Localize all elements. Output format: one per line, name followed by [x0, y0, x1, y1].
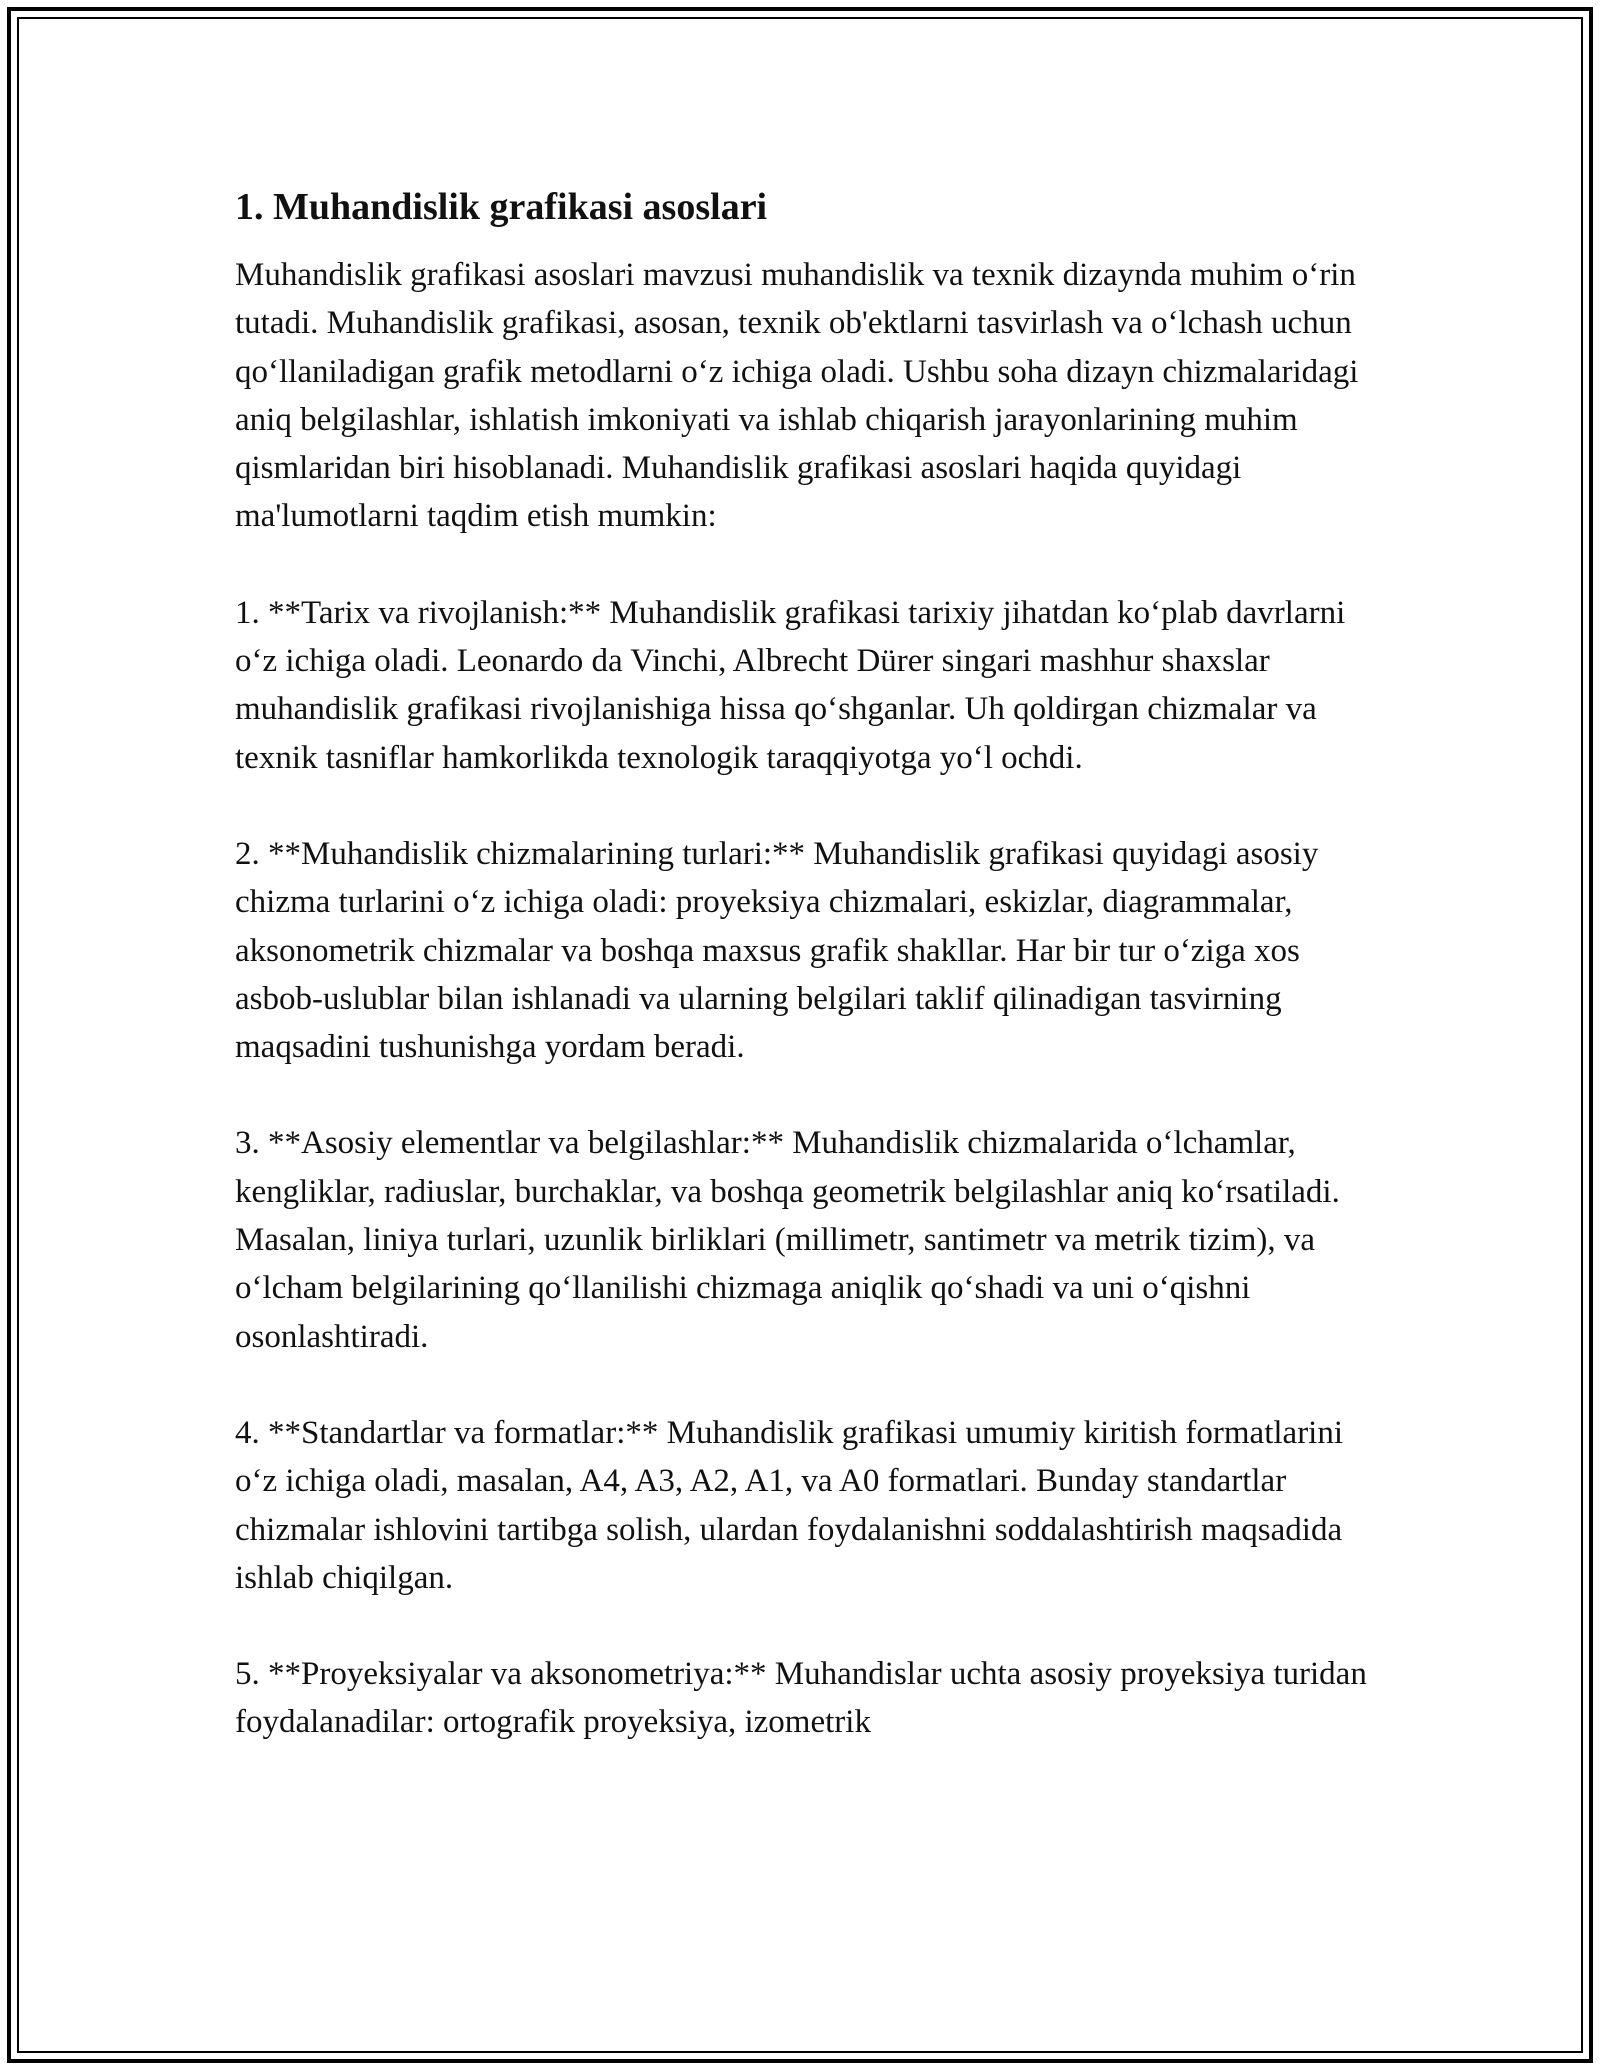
list-item-drawing-types: 2. **Muhandislik chizmalarining turlari:** Muhandislik grafikasi quyidagi asosiy chizma turlarini o‘z ichiga oladi: proyeksiya chizmalari, eskizlar, diagrammalar, aksonometrik chizmalar va boshqa maxsus grafik shakllar. Har bir tur o‘ziga xos asbob-uslublar bilan ishlanadi va ularning belgilari taklif qilinadigan tasvirning maqsadini tushunishga yordam beradi.: [235, 835, 1319, 1066]
list-item-standards: 4. **Standartlar va formatlar:** Muhandislik grafikasi umumiy kiritish formatlarini o‘z ichiga oladi, masalan, A4, A3, A2, A1, va A0 formatlari. Bunday standartlar chizmalar ishlovini tartibga solish, ulardan foydalanishni soddalashtirish maqsadida ishlab chiqilgan.: [235, 1414, 1344, 1596]
list-item-history: 1. **Tarix va rivojlanish:** Muhandislik grafikasi tarixiy jihatdan ko‘plab davrlarni o‘z ichiga oladi. Leonardo da Vinchi, Albrecht Dürer singari mashhur shaxslar muhandislik grafikasi rivojlanishiga hissa qo‘shganlar. Uh qoldirgan chizmalar va texnik tasniflar hamkorlikda texnologik taraqqiyotga yo‘l ochdi.: [235, 594, 1346, 776]
document-body: [235, 183, 1375, 1795]
list-item-elements: 3. **Asosiy elementlar va belgilashlar:** Muhandislik chizmalarida o‘lchamlar, kengliklar, radiuslar, burchaklar, va boshqa geometrik belgilashlar aniq ko‘rsatiladi. Masalan, liniya turlari, uzunlik birliklari (millimetr, santimetr va metrik tizim), va o‘lcham belgilarining qo‘llanilishi chizmaga aniqlik qo‘shadi va uni o‘qishni osonlashtiradi.: [235, 1125, 1340, 1355]
intro-paragraph: Muhandislik grafikasi asoslari mavzusi muhandislik va texnik dizaynda muhim o‘rin tutadi. Muhandislik grafikasi, asosan, texnik ob'ektlarni tasvirlash va o‘lchash uchun qo‘llaniladigan grafik metodlarni o‘z ichiga oladi. Ushbu soha dizayn chizmalaridagi aniq belgilashlar, ishlatish imkoniyati va ishlab chiqarish jarayonlarining muhim qismlaridan biri hisoblanadi. Muhandislik grafikasi asoslari haqida quyidagi ma'lumotlarni taqdim etish mumkin:: [235, 257, 1359, 535]
section-heading: 1. Muhandislik grafikasi asoslari: [235, 186, 768, 228]
list-item-projections: 5. **Proyeksiyalar va aksonometriya:** Muhandislar uchta asosiy proyeksiya turidan foydalanadilar: ortografik proyeksiya, izometrik: [235, 1656, 1367, 1741]
